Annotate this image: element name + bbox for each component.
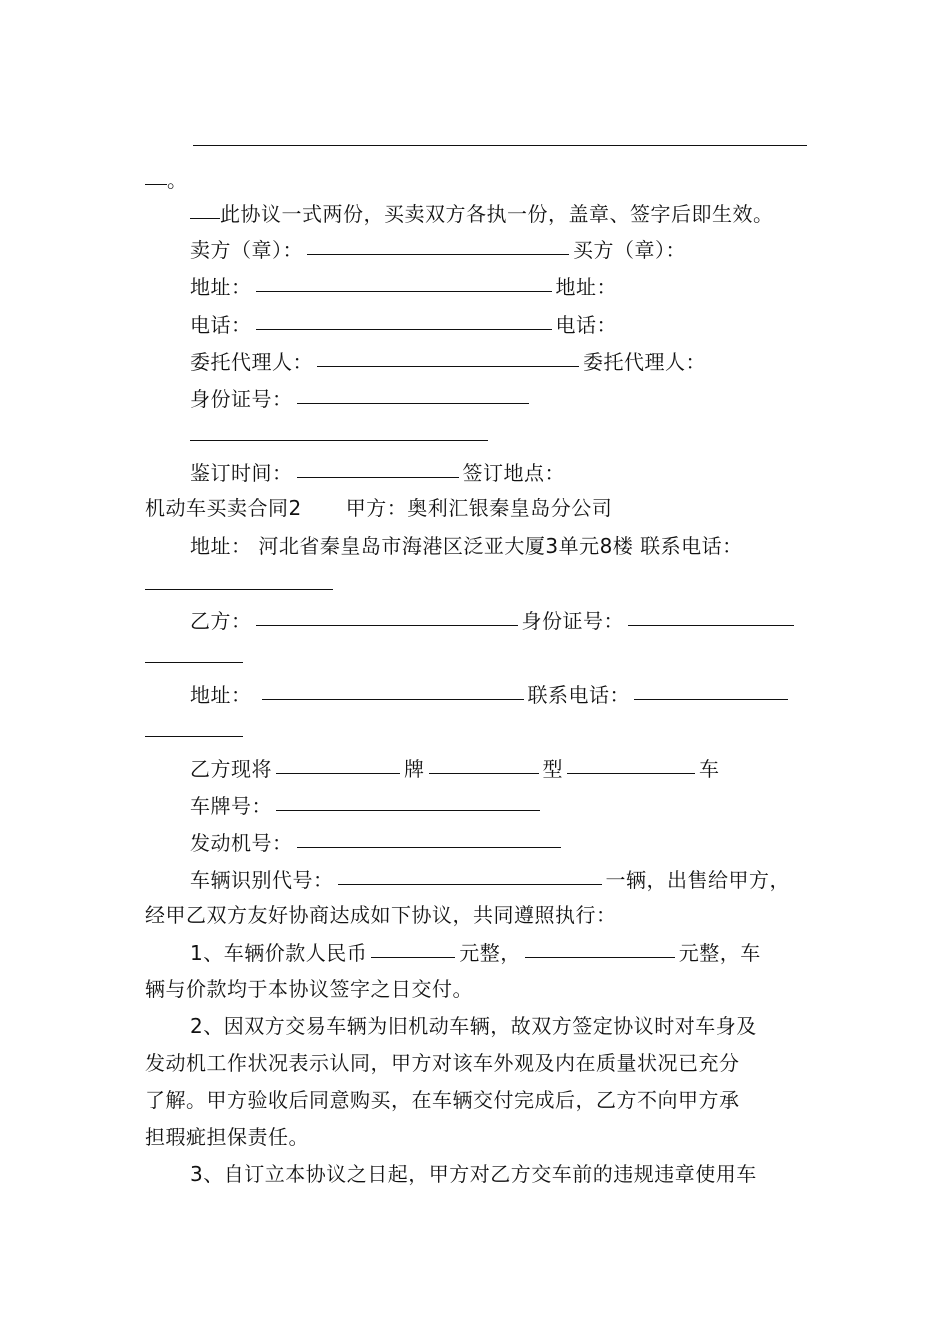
blank-line [628, 600, 794, 626]
blank-line [297, 452, 459, 478]
blank-line [193, 145, 807, 146]
text-line: 车牌号： [190, 785, 544, 823]
blank-line [145, 159, 167, 185]
blank-line [371, 932, 455, 958]
blank-line [307, 229, 569, 255]
blank-line [317, 341, 579, 367]
blank-line [567, 748, 695, 774]
blank-line [297, 378, 529, 404]
blank-line [429, 748, 539, 774]
blank-line [276, 748, 400, 774]
text-line: 地址： 联系电话： [190, 674, 792, 712]
blank-line [190, 193, 220, 219]
blank-line [256, 266, 552, 292]
text-line: 地址： 地址： [190, 266, 617, 304]
text-line: 机动车买卖合同2 甲方：奥利汇银秦皇岛分公司 [145, 496, 613, 520]
blank-line [145, 736, 243, 737]
text-line: 身份证号： [190, 378, 533, 416]
blank-line [276, 785, 540, 811]
text-line: 鉴订时间： 签订地点： [190, 452, 565, 490]
blank-line [297, 822, 561, 848]
text-line: 委托代理人： 委托代理人： [190, 341, 706, 379]
blank-line [634, 674, 788, 700]
blank-line [145, 662, 243, 663]
text-line: 发动机工作状况表示认同，甲方对该车外观及内在质量状况已充分 [145, 1051, 740, 1075]
text-line: 乙方现将 牌 型 车 [190, 748, 720, 786]
blank-line [338, 859, 602, 885]
text-line: 。 [145, 159, 188, 197]
text-line: 经甲乙双方友好协商达成如下协议，共同遵照执行： [145, 903, 617, 927]
blank-line [262, 674, 524, 700]
text-line: 2、因双方交易车辆为旧机动车辆，故双方签定协议时对车身及 [190, 1014, 757, 1038]
text-line: 乙方： 身份证号： [190, 600, 798, 638]
text-line: 1、车辆价款人民币 元整， 元整，车 [190, 932, 761, 970]
text-line: 3、自订立本协议之日起，甲方对乙方交车前的违规违章使用车 [190, 1162, 757, 1186]
text-line: 发动机号： [190, 822, 565, 860]
text-line: 此协议一式两份，买卖双方各执一份，盖章、签字后即生效。 [190, 193, 774, 231]
text-line: 了解。甲方验收后同意购买，在车辆交付完成后，乙方不向甲方承 [145, 1088, 740, 1112]
text-line: 地址： 河北省秦皇岛市海港区泛亚大厦3单元8楼 联系电话： [190, 534, 743, 558]
blank-line [145, 589, 333, 590]
text-line: 辆与价款均于本协议签字之日交付。 [145, 977, 473, 1001]
blank-line [525, 932, 675, 958]
blank-line [190, 440, 488, 441]
blank-line [256, 600, 518, 626]
text-line: 担瑕疵担保责任。 [145, 1125, 309, 1149]
text-line: 车辆识别代号： 一辆，出售给甲方， [190, 859, 790, 897]
text-line: 电话： 电话： [190, 304, 617, 342]
blank-line [256, 304, 552, 330]
text-line: 卖方（章）： 买方（章）： [190, 229, 686, 267]
